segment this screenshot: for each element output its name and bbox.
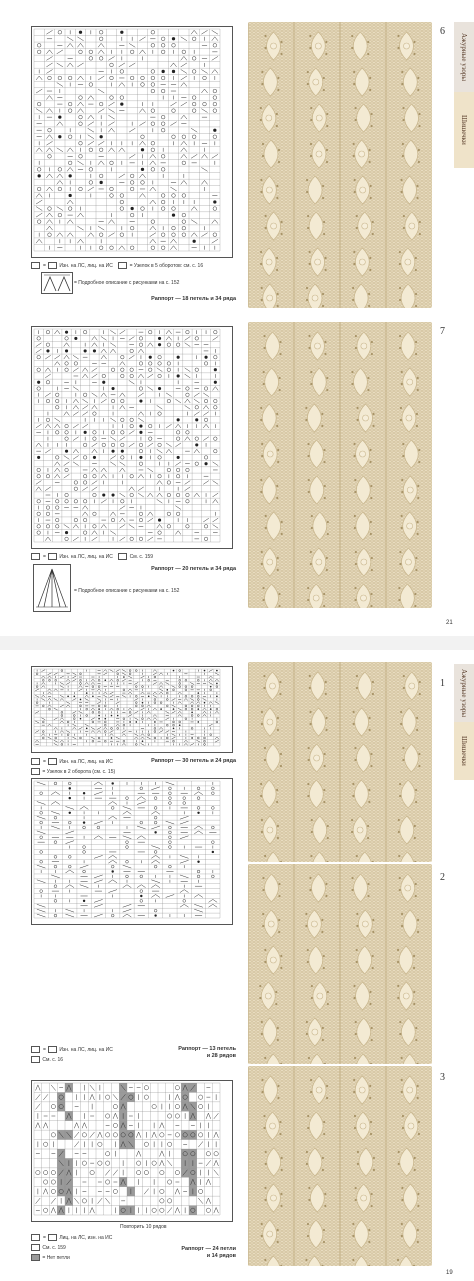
chart-grid-1: [32, 667, 232, 752]
pattern-number-6: 6: [440, 26, 445, 37]
legend-3-line1: = Лиц. на ЛС, изн. на ИС: [31, 1234, 112, 1242]
legend-3-text2: См. с. 159: [42, 1245, 65, 1251]
page-number-21: 21: [446, 620, 453, 626]
legend-7-line1: = Изн. на ЛС, лиц. на ИС См. с. 159: [31, 553, 153, 561]
page-number-19: 19: [446, 1270, 453, 1276]
dash-cell-symbol: [48, 758, 57, 765]
legend-3-text3: = Нет петли: [42, 1255, 69, 1261]
chart-grid-2: [32, 779, 232, 924]
bobble-symbol-icon: [118, 262, 127, 269]
legend-3-line3: [31, 1254, 70, 1262]
photo-pattern-6: [248, 22, 432, 308]
legend-7-line2: = Подробное описание с рисунками на с. 152: [74, 588, 179, 595]
rapport-3-line1: Раппорт — 24 петли: [120, 1246, 236, 1253]
bobble-symbol-icon: [31, 1056, 40, 1063]
dash-cell-symbol: [48, 1046, 57, 1053]
page-19: [0, 650, 474, 1281]
side-tab-bobbles: Шишечки: [454, 92, 474, 168]
dash-cell-symbol: [48, 1234, 57, 1241]
empty-cell-symbol: [31, 262, 40, 269]
pattern-number-7: 7: [440, 326, 445, 337]
photo-pattern-7: [248, 322, 432, 608]
fan-symbol-icon: [33, 564, 71, 612]
legend-2-text2: См. с. 16: [42, 1057, 63, 1063]
dash-cell-symbol: [48, 262, 57, 269]
pattern-number-3: 3: [440, 1072, 445, 1083]
rapport-3-line2: и 14 рядов: [120, 1253, 236, 1260]
chart-pattern-1: [31, 666, 233, 753]
legend-2-text1: Изн. на ЛС, лиц. на ИС: [59, 1047, 113, 1053]
knit-swatch-2: [248, 864, 432, 1064]
legend-3-line2: [31, 1244, 66, 1252]
page-21: [0, 0, 474, 636]
chart-pattern-7: [31, 326, 233, 549]
legend-7-extra: См. с. 159: [130, 554, 153, 560]
chart-grid-7: [32, 327, 232, 548]
photo-pattern-1: [248, 662, 432, 862]
knit-swatch-7: [248, 322, 432, 608]
rapport-6: Раппорт — 18 петель и 34 ряда: [120, 296, 236, 303]
legend-2-line2: [31, 1056, 63, 1064]
legend-2-line1: = Изн. на ЛС, лиц. на ИС: [31, 1046, 113, 1054]
rapport-2: [120, 1046, 236, 1060]
chart-grid-6: [32, 27, 232, 257]
legend-1-text2: = Узелок в 2 оборота (см. с. 15): [42, 769, 115, 775]
bobble-symbol-icon: [118, 553, 127, 560]
rapport-3: [120, 1246, 236, 1260]
side-tab-bobbles: Шишечки: [454, 722, 474, 780]
rapport-2-line2: и 28 рядов: [120, 1053, 236, 1060]
bobble-symbol-icon: [31, 1244, 40, 1251]
chart-pattern-3: [31, 1080, 233, 1222]
no-stitch-symbol: [31, 1254, 40, 1261]
legend-6-line2: = Подробное описание с рисунками на с. 152: [74, 280, 179, 287]
legend-6-extra: = Узелок в 5 оборотов: см. с. 16: [130, 263, 203, 269]
knit-swatch-6: [248, 22, 432, 308]
legend-3-text1: Лиц. на ЛС, изн. на ИС: [59, 1235, 112, 1241]
side-tab-openwork: Ажурные узоры: [454, 22, 474, 92]
photo-pattern-3: [248, 1066, 432, 1266]
pattern-number-2: 2: [440, 872, 445, 883]
chart-pattern-6: [31, 26, 233, 258]
empty-cell-symbol: [31, 1234, 40, 1241]
dash-cell-symbol: [48, 553, 57, 560]
legend-6-text1: Изн. на ЛС, лиц. на ИС: [59, 263, 113, 269]
chart-pattern-2: [31, 778, 233, 925]
chart-grid-3: [32, 1081, 232, 1221]
knit-swatch-3: [248, 1066, 432, 1266]
empty-cell-symbol: [31, 1046, 40, 1053]
repeat-note-3: Повторить 10 рядов: [120, 1224, 167, 1231]
page-separator: [0, 636, 474, 650]
legend-7-text1: Изн. на ЛС, лиц. на ИС: [59, 554, 113, 560]
rapport-2-line1: Раппорт — 13 петель: [120, 1046, 236, 1053]
legend-1-text1: Изн. на ЛС, лиц. на ИС: [59, 759, 113, 765]
bobble-symbol-icon: [31, 768, 40, 775]
legend-6-line1: = Изн. на ЛС, лиц. на ИС = Узелок в 5 оборотов: см. с. 16: [31, 262, 203, 270]
cluster-symbol-icon: [41, 272, 73, 294]
rapport-1: Раппорт — 30 петель и 24 ряда: [120, 758, 236, 765]
rapport-7: Раппорт — 20 петель и 34 ряда: [120, 566, 236, 573]
side-tab-openwork: Ажурные узоры: [454, 664, 474, 722]
empty-cell-symbol: [31, 553, 40, 560]
empty-cell-symbol: [31, 758, 40, 765]
pattern-number-1: 1: [440, 678, 445, 689]
legend-1-line2: [31, 768, 115, 776]
photo-pattern-2: [248, 864, 432, 1064]
legend-1-line1: = Изн. на ЛС, лиц. на ИС: [31, 758, 113, 766]
knit-swatch-1: [248, 662, 432, 862]
